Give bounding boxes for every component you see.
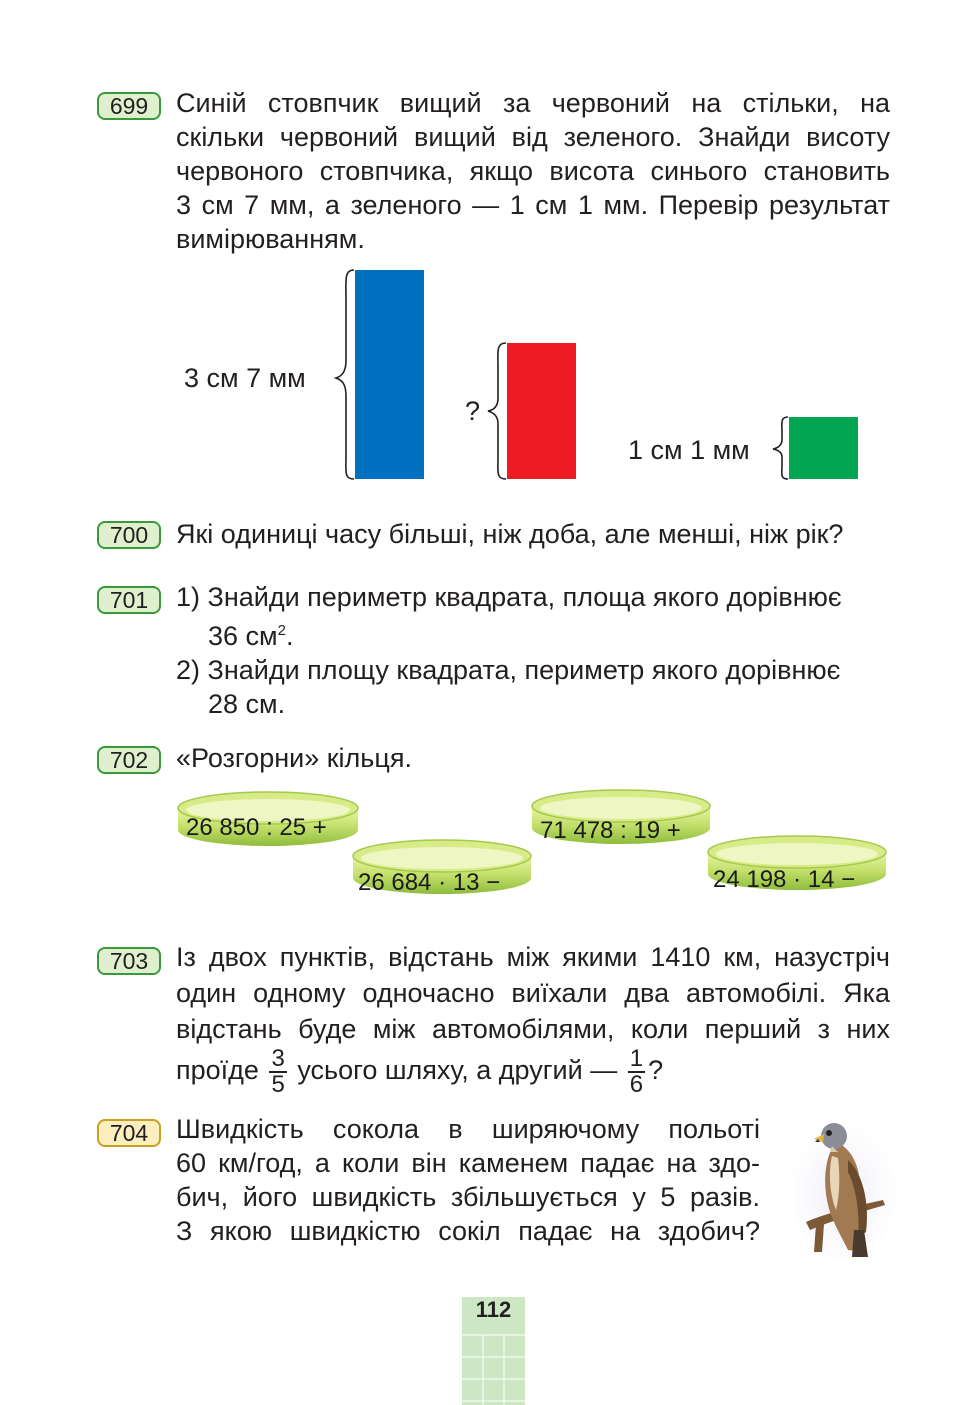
text-line: З якою швидкістю сокіл падає на здобич? <box>176 1216 760 1246</box>
bars-diagram <box>0 0 963 500</box>
page-number: 112 <box>475 1297 512 1322</box>
exercise-number-703: 703 <box>97 947 161 975</box>
fraction-one-sixth <box>628 1044 645 1098</box>
blue-brace <box>336 270 354 479</box>
text-line: 60 км/год, а коли він каменем падає на здо- <box>176 1148 760 1178</box>
ring-1-text: 26 850 : 25 + <box>186 814 327 841</box>
exercise-704-text <box>176 1112 760 1248</box>
text-fragment: проїде <box>176 1055 259 1085</box>
ring-4-text: 24 198 · 14 − <box>713 866 856 893</box>
ring-1 <box>178 792 358 846</box>
text-line: Швидкість сокола в ширяючому польоті <box>176 1114 760 1144</box>
text-line: вимірюванням. <box>176 224 365 254</box>
text-line: червоного стовпчика, якщо висота синього становить <box>176 156 890 186</box>
text-fragment: усього шляху, а другий — <box>297 1055 618 1085</box>
text-line <box>176 614 890 653</box>
ring-4 <box>708 836 886 893</box>
area-value: 36 см <box>208 621 278 651</box>
red-height-label: ? <box>465 396 481 426</box>
green-bar <box>789 417 858 479</box>
blue-bar <box>355 270 424 479</box>
exercise-703-last-line <box>176 1046 890 1097</box>
fraction-denominator: 5 <box>271 1070 285 1098</box>
superscript: 2 <box>277 622 286 639</box>
exercise-number-700: 700 <box>97 521 161 549</box>
exercise-703-text <box>176 939 890 1047</box>
text-line: 3 см 7 мм, а зеленого — 1 см 1 мм. Перевір результат <box>176 190 890 220</box>
red-brace <box>488 343 506 479</box>
text-line: 28 см. <box>208 689 286 719</box>
fraction-numerator: 1 <box>629 1044 644 1072</box>
exercise-702-text: «Розгорни» кільця. <box>176 743 412 773</box>
falcon-illustration <box>788 1112 898 1262</box>
exercise-number-701: 701 <box>97 586 161 614</box>
fraction-denominator: 6 <box>629 1070 644 1098</box>
ring-2-text: 26 684 · 13 − <box>358 869 501 896</box>
exercise-number-704: 704 <box>97 1119 161 1147</box>
text-line: 1) Знайди периметр квадрата, площа якого дорівнює <box>176 582 842 612</box>
question-mark: ? <box>648 1055 664 1085</box>
text-line: 2) Знайди площу квадрата, периметр якого дорівнює <box>176 655 841 685</box>
fraction-three-fifths <box>269 1044 286 1098</box>
fraction-numerator: 3 <box>271 1044 285 1072</box>
text-line: відстань буде між автомобілями, коли перший з них <box>176 1014 890 1044</box>
text-line: один одному одночасно виїхали два автомобілі. Яка <box>176 978 890 1008</box>
green-brace <box>773 417 788 479</box>
text-line: бич, його швидкість збільшується у 5 разів. <box>176 1182 760 1212</box>
green-height-label: 1 см 1 мм <box>628 435 750 465</box>
text-line: Із двох пунктів, відстань між якими 1410 км, назустріч <box>176 942 890 972</box>
blue-height-label: 3 см 7 мм <box>184 363 306 393</box>
period: . <box>285 621 294 651</box>
ring-3-text: 71 478 : 19 + <box>540 817 681 844</box>
exercise-701-text <box>176 580 890 721</box>
rings-illustration <box>0 780 963 910</box>
ring-2 <box>353 840 531 896</box>
text-line: скільки червоний вищий від зеленого. Знайди висоту <box>176 122 890 152</box>
red-bar <box>507 343 576 479</box>
exercise-number-699: 699 <box>97 92 161 120</box>
text-line: Синій стовпчик вищий за червоний на стільки, на <box>176 88 890 118</box>
exercise-700-text: Які одиниці часу більші, ніж доба, але менші, ніж рік? <box>176 519 844 549</box>
ring-3 <box>532 790 710 844</box>
exercise-number-702: 702 <box>97 746 161 774</box>
